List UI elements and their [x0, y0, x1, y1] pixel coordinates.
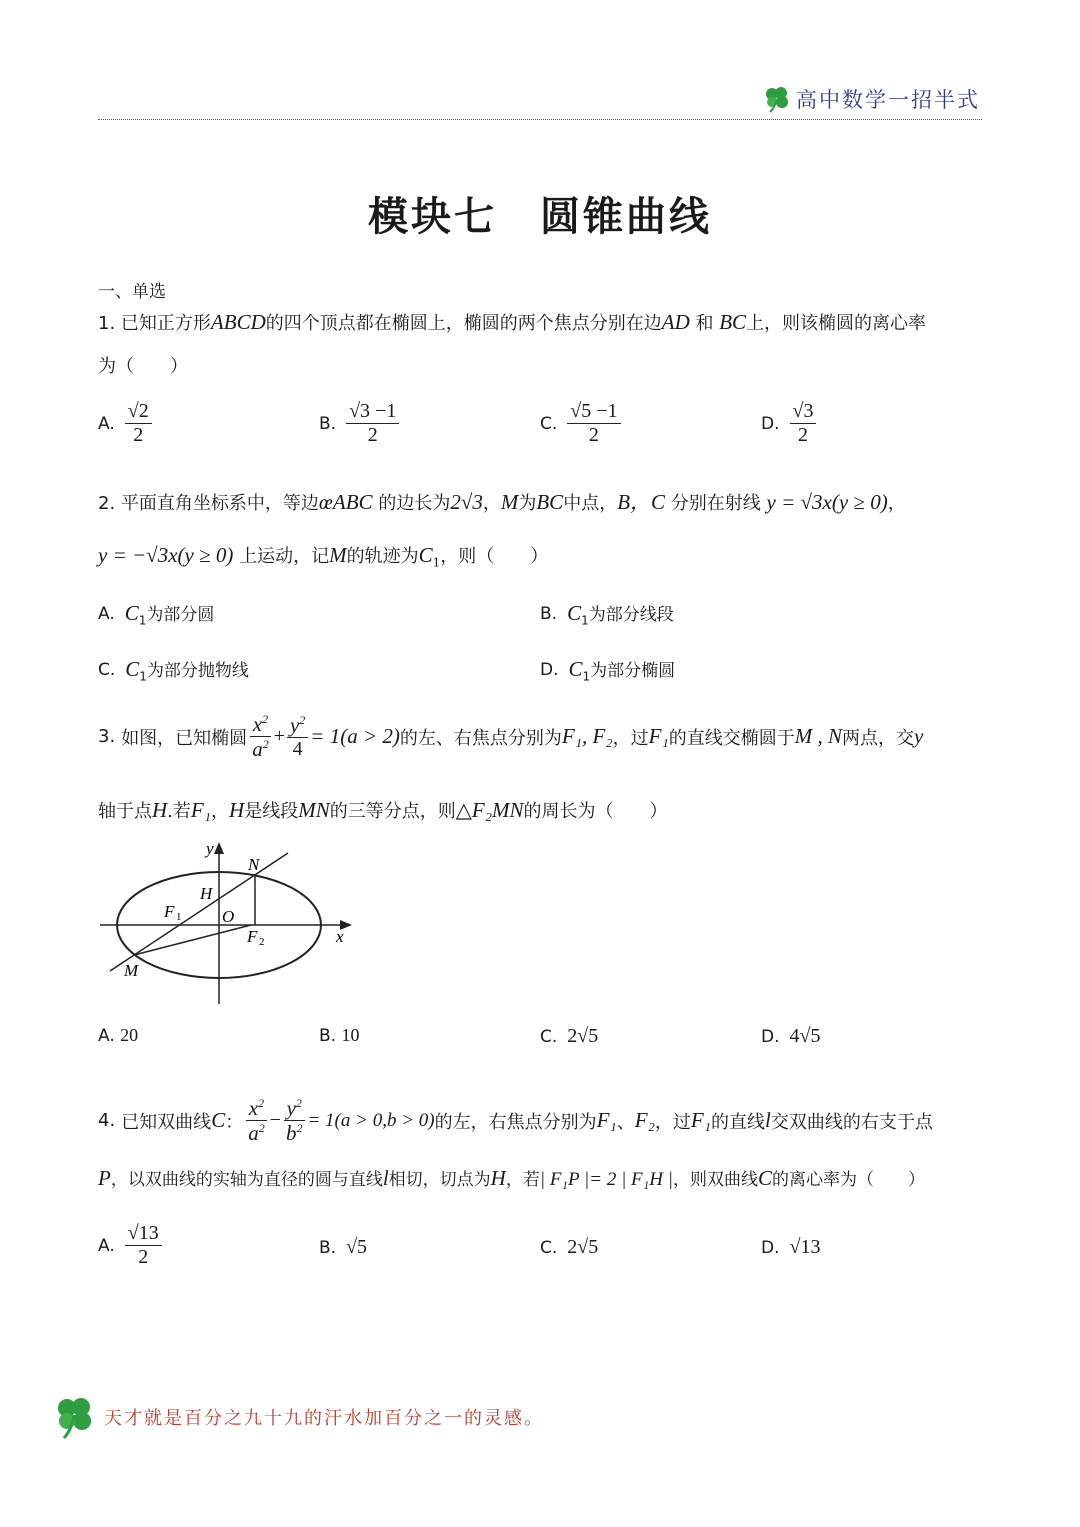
line-mn	[110, 853, 288, 971]
q2-option-a[interactable]: A. $C_1$为部分圆	[98, 601, 215, 628]
q1-option-c[interactable]: C. $\frac{√5 -1}{2}$	[540, 400, 621, 447]
q4-option-c[interactable]: C. 2√5	[540, 1236, 599, 1258]
label-n: N	[248, 855, 260, 874]
line-mf2	[134, 925, 251, 955]
q3-option-a[interactable]: A. 20	[98, 1025, 139, 1046]
label-f1-sub: 1	[176, 911, 182, 923]
q2-option-d[interactable]: D. $C_1$为部分椭圆	[540, 657, 676, 684]
footer-quote: 天才就是百分之九十九的汗水加百分之一的灵感。	[104, 1408, 544, 1429]
q1-option-d[interactable]: D. $\frac{√3}{2}$	[761, 400, 816, 447]
q3-option-b[interactable]: B. 10	[319, 1025, 360, 1046]
clover-icon	[52, 1395, 98, 1439]
q1-line1: 1. 已知正方形ABCD的四个顶点都在椭圆上，椭圆的两个焦点分别在边AD 和 BC上，则该椭圆的离心率	[98, 310, 927, 334]
y-axis-arrow	[214, 842, 224, 854]
q2-line1: 2. 平面直角坐标系中，等边œABC 的边长为2√3，M为BC中点，B，C 分别在射线 y = √3x(y ≥ 0)，	[98, 490, 906, 514]
header-divider	[98, 119, 982, 120]
label-f1: F	[164, 902, 175, 921]
q3-line1: 3. 如图，已知椭圆 $\frac{x^2}{a^2}$ + $\frac{y^2}{4}$ = 1(a > 2) 的左、右焦点分别为 F₁, F₂ ，过 F₁ 的直线交椭圆于 M , N 两点，交 y	[98, 712, 924, 762]
q3-line2: 轴于点H.若F₁，H是线段MN的三等分点，则△F₂MN的周长为（ ）	[98, 798, 668, 822]
q2-line2: y = −√3x(y ≥ 0) 上运动，记M的轨迹为$C_1$，则（ ）	[98, 543, 549, 570]
q1-option-a[interactable]: A. $\frac{√2}{2}$	[98, 400, 152, 447]
label-f2-sub: 2	[259, 936, 265, 948]
header-brand	[762, 84, 980, 114]
q4-line1: 4. 已知双曲线 C ： $\frac{x^2}{a^2}$ − $\frac{y^2}{b^2}$ = 1(a > 0,b > 0) 的左，右焦点分别为 F₁ 、 F₂ ，过 F₁ 的直线 l 交双曲线的右支于点	[98, 1096, 933, 1146]
label-m: M	[124, 961, 139, 980]
label-h: H	[200, 884, 213, 903]
label-f2: F	[247, 927, 258, 946]
page-title: 模块七 圆锥曲线	[368, 194, 712, 240]
label-y: y	[206, 839, 214, 858]
q4-option-d[interactable]: D. √13	[761, 1236, 821, 1258]
q2-option-b[interactable]: B. $C_1$为部分线段	[540, 601, 674, 628]
q3-option-d[interactable]: D. 4√5	[761, 1025, 821, 1047]
q3-option-c[interactable]: C. 2√5	[540, 1025, 599, 1047]
q4-line2: P，以双曲线的实轴为直径的圆与直线l相切，切点为H，若| F₁P |= 2 | F₁H |，则双曲线C的离心率为（ ）	[98, 1166, 925, 1190]
section-label: 一、单选	[98, 282, 166, 302]
clover-icon	[762, 85, 792, 113]
footer	[52, 1395, 544, 1439]
q1-line2: 为（ ）	[98, 356, 188, 377]
q2-option-c[interactable]: C. $C_1$为部分抛物线	[98, 657, 249, 684]
label-o: O	[222, 907, 235, 926]
q4-option-b[interactable]: B. √5	[319, 1236, 368, 1258]
q1-option-b[interactable]: B. $\frac{√3 -1}{2}$	[319, 400, 399, 447]
brand-text: 高中数学一招半式	[796, 88, 980, 112]
q4-option-a[interactable]: A. $\frac{√13}{2}$	[98, 1222, 162, 1269]
ellipse-figure	[96, 838, 366, 1008]
label-x: x	[336, 927, 344, 946]
